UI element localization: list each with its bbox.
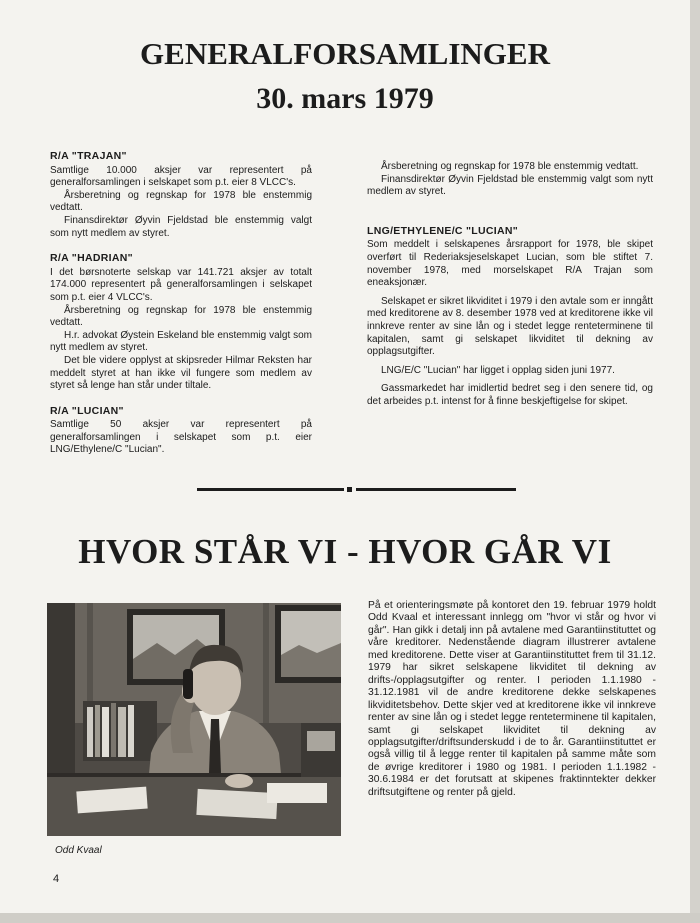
paragraph: I det børsnoterte selskap var 141.721 aksjer av totalt 174.000 representert på generalforsamlingen i selskapet som p.t. eier 4 VLCC's.: [50, 266, 312, 303]
paragraph: Det ble videre opplyst at skipsreder Hilmar Reksten har meddelt styret at han ikke vil fungere som medlem av styret så lenge han står under tiltale.: [50, 354, 312, 392]
page-title: GENERALFORSAMLINGER: [140, 36, 550, 71]
article-title: HVOR STÅR VI - HVOR GÅR VI: [78, 532, 612, 571]
portrait-photo: [47, 603, 341, 836]
divider-left: [197, 488, 344, 491]
paragraph: Årsberetning og regnskap for 1978 ble enstemmig vedtatt.: [50, 304, 312, 329]
paragraph: H.r. advokat Øystein Eskeland ble enstemmig valgt som nytt medlem av styret.: [50, 329, 312, 354]
office-scene: [47, 603, 341, 836]
paragraph: Gassmarkedet har imidlertid bedret seg i den senere tid, og det arbeides p.t. intenst for å finne beskjeftigelse for skipet.: [367, 383, 653, 407]
page-edge-bottom: [0, 913, 700, 923]
section-title: R/A "HADRIAN": [50, 252, 133, 265]
photo-caption: Odd Kvaal: [55, 845, 102, 856]
meeting-date: 30. mars 1979: [256, 82, 434, 115]
paragraph: Årsberetning og regnskap for 1978 ble enstemmig vedtatt.: [381, 161, 639, 172]
paragraph: Selskapet er sikret likviditet i 1979 i den avtale som er inngått med kreditorene av 8. desember 1978 ved at kreditorene ikke vil innkreve renter av sine lån og i stedet legge renteterminene til kapitalen, samt gi selskapet likviditet til dekning av opplagsutgifter.: [367, 295, 653, 358]
left-column: [50, 150, 312, 457]
section-hadrian: [50, 252, 312, 393]
paragraph: Samtlige 50 aksjer var representert på generalforsamlingen i selskapet som p.t. eier LNG/Ethylene/C "Lucian".: [50, 419, 312, 456]
divider-right: [356, 488, 516, 491]
page-edge: [690, 0, 700, 923]
right-column: [367, 161, 653, 409]
section-lng-lucian: [367, 225, 653, 409]
section-title: R/A "TRAJAN": [50, 150, 127, 162]
paragraph: Samtlige 10.000 aksjer var representert på generalforsamlingen i selskapet som p.t. eier 8 VLCC's.: [50, 164, 312, 189]
article-body: På et orienteringsmøte på kontoret den 19. februar 1979 holdt Odd Kvaal et interessant innlegg om "hvor vi står og hvor vi går". Han gikk i detalj inn på avtalene med Garantiinstituttet og våre kreditorer. Nedenstående diagram illustrerer avtalene med kreditorene. Dette viser at Garantiinstituttet frem til 31.12. 1979 har sikret selskapene likviditet til dekning av drifts-/opplagsutgifter og renter. I perioden 1.1.1980 - 31.12.1981 vil de andre kreditorene dekke selskapenes likviditetsbehov. Dette skjer ved at kreditorene ikke vil innkreve renter av sine lån og i stedet legge renteterminene til kapitalen, samt gi selskapet likviditet til dekning av opplagsutgifter/driftsunderskudd i de to år. Garantiinstituttet er også villig til å legge renter til kapitalen på samme måte som de øvrige kreditorer i 1980 og 1981. I perioden 1.1.1982 - 30.6.1984 er det forutsatt at skipenes fraktinntekter dekker driftsutgiftene og renter på gjeld.: [368, 600, 656, 798]
paragraph: LNG/E/C "Lucian" har ligget i opplag siden juni 1977.: [381, 364, 615, 376]
paragraph: Finansdirektør Øyvin Fjeldstad ble enstemmig valgt som nytt medlem av styret.: [50, 214, 312, 239]
page-number: 4: [53, 873, 60, 885]
section-title: LNG/ETHYLENE/C "LUCIAN": [367, 224, 519, 237]
section-lucian: [50, 405, 312, 457]
section-title: R/A "LUCIAN": [50, 404, 124, 417]
paragraph: Årsberetning og regnskap for 1978 ble enstemmig vedtatt.: [50, 189, 312, 214]
section-trajan: [50, 150, 312, 240]
paragraph: Som meddelt i selskapenes årsrapport for 1978, ble skipet overført til Rederiaksjeselskapet Lucian, som ble stiftet 7. november 1978, med morselskapet R/A Trajan som eneaksjonær.: [367, 239, 653, 289]
paragraph: Finansdirektør Øyvin Fjeldstad ble enstemmig valgt som nytt medlem av styret.: [367, 173, 653, 198]
divider-dot: [347, 487, 352, 492]
